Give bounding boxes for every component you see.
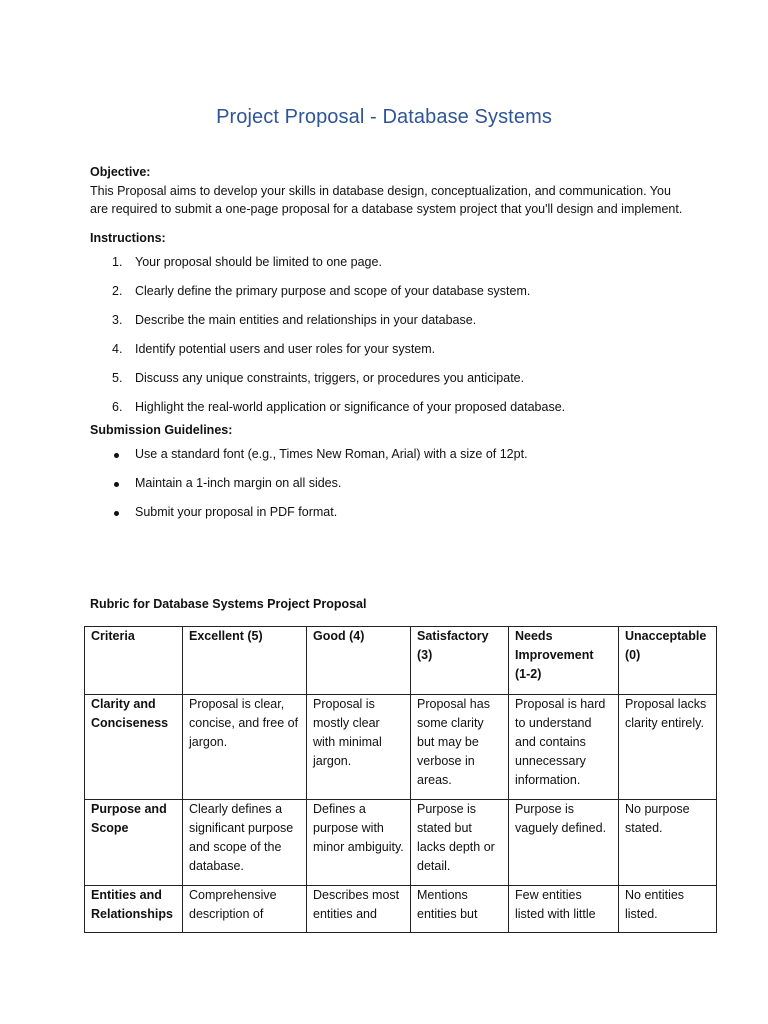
- bullet-icon: [114, 511, 119, 516]
- table-cell: Few entities listed with little: [509, 886, 619, 933]
- criteria-cell: Purpose and Scope: [85, 800, 183, 886]
- table-cell: No purpose stated.: [619, 800, 717, 886]
- table-cell: Purpose is vaguely defined.: [509, 800, 619, 886]
- list-item-text: Describe the main entities and relationships in your database.: [135, 312, 477, 327]
- list-item-text: Clearly define the primary purpose and scope of your database system.: [135, 283, 531, 298]
- list-item-text: Your proposal should be limited to one page.: [135, 254, 382, 269]
- instructions-heading: Instructions:: [90, 230, 166, 245]
- header-cell: Unacceptable (0): [619, 627, 717, 695]
- list-item-text: Highlight the real-world application or significance of your proposed database.: [135, 399, 566, 414]
- list-item: [90, 469, 690, 498]
- list-item-text: Submit your proposal in PDF format.: [135, 505, 338, 519]
- criteria-cell: Clarity and Conciseness: [85, 695, 183, 800]
- list-item-text: Identify potential users and user roles for your system.: [135, 341, 436, 356]
- table-cell: Proposal is mostly clear with minimal jargon.: [307, 695, 411, 800]
- objective-heading: Objective:: [90, 165, 151, 179]
- header-cell: Excellent (5): [183, 627, 307, 695]
- list-number: 6.: [112, 399, 123, 414]
- list-item: [90, 247, 690, 276]
- list-number: 2.: [112, 283, 123, 298]
- list-item: [90, 440, 690, 469]
- table-cell: Comprehensive description of: [183, 886, 307, 933]
- header-cell: Needs Improvement (1-2): [509, 627, 619, 695]
- list-item-text: Use a standard font (e.g., Times New Roman, Arial) with a size of 12pt.: [135, 447, 528, 461]
- list-item: [90, 498, 690, 527]
- list-number: 3.: [112, 312, 123, 327]
- table-cell: Clearly defines a significant purpose and scope of the database.: [183, 800, 307, 886]
- bullet-icon: [114, 453, 119, 458]
- list-item-text: Maintain a 1-inch margin on all sides.: [135, 476, 342, 490]
- list-number: 1.: [112, 254, 123, 269]
- list-item: [90, 363, 690, 392]
- header-cell: Criteria: [85, 627, 183, 695]
- submission-list: [90, 440, 690, 527]
- table-header-row: [85, 627, 717, 695]
- list-item: [90, 334, 690, 363]
- criteria-cell: Entities and Relationships: [85, 886, 183, 933]
- rubric-table: [84, 626, 717, 933]
- list-item-text: Discuss any unique constraints, triggers, or procedures you anticipate.: [135, 370, 525, 385]
- list-number: 4.: [112, 341, 123, 356]
- header-cell: Good (4): [307, 627, 411, 695]
- header-cell: Satisfactory (3): [411, 627, 509, 695]
- table-cell: Proposal lacks clarity entirely.: [619, 695, 717, 800]
- list-number: 5.: [112, 370, 123, 385]
- document-body: [90, 163, 690, 527]
- page-title: Project Proposal - Database Systems: [216, 106, 552, 128]
- table-row: [85, 800, 717, 886]
- rubric-title: Rubric for Database Systems Project Proposal: [90, 597, 367, 611]
- table-row: [85, 886, 717, 933]
- table-row: [85, 695, 717, 800]
- list-item: [90, 276, 690, 305]
- objective-text: This Proposal aims to develop your skills in database design, conceptualization, and communication. You are required to submit a one-page proposal for a database system project that you'll design and implement.: [90, 183, 683, 216]
- table-cell: Purpose is stated but lacks depth or detail.: [411, 800, 509, 886]
- table-cell: No entities listed.: [619, 886, 717, 933]
- instructions-list: [90, 247, 690, 421]
- submission-heading: Submission Guidelines:: [90, 423, 233, 437]
- list-item: [90, 305, 690, 334]
- table-cell: Defines a purpose with minor ambiguity.: [307, 800, 411, 886]
- table-cell: Mentions entities but: [411, 886, 509, 933]
- table-cell: Proposal has some clarity but may be verbose in areas.: [411, 695, 509, 800]
- list-item: [90, 392, 690, 421]
- table-cell: Proposal is clear, concise, and free of jargon.: [183, 695, 307, 800]
- table-cell: Describes most entities and: [307, 886, 411, 933]
- table-cell: Proposal is hard to understand and contains unnecessary information.: [509, 695, 619, 800]
- bullet-icon: [114, 482, 119, 487]
